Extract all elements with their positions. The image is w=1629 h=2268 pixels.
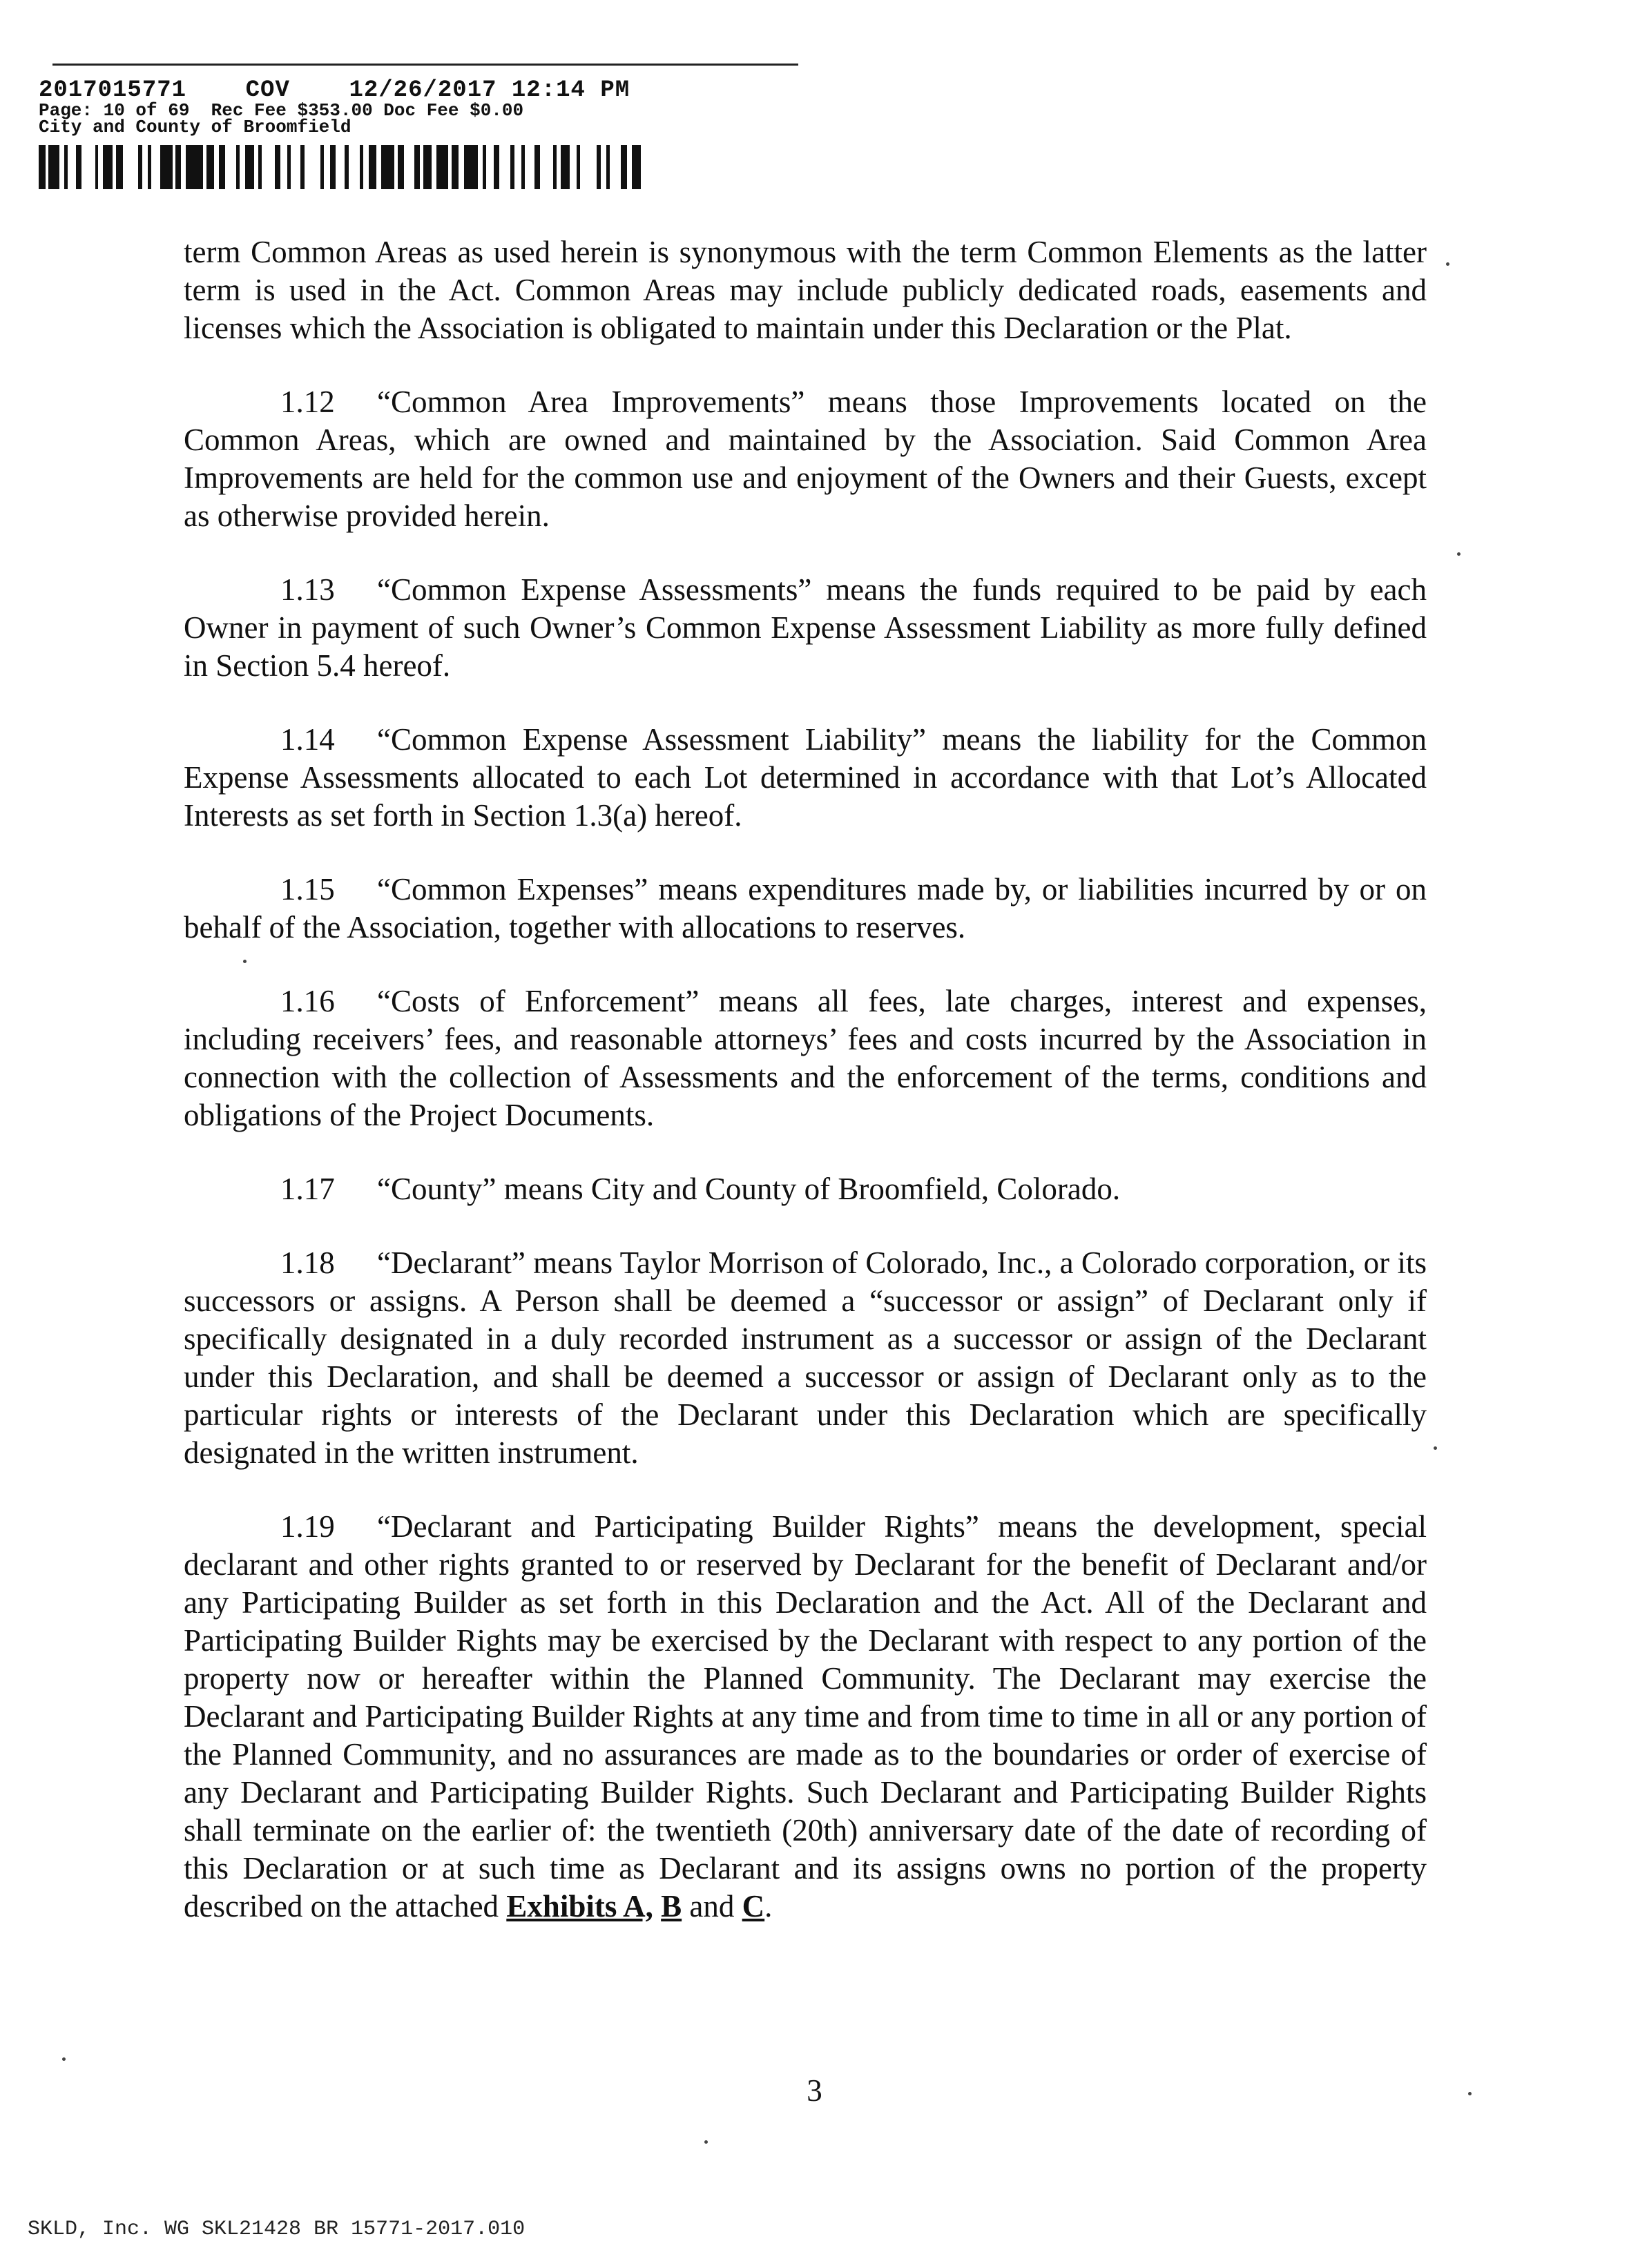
barcode-bar	[39, 145, 46, 189]
barcode-bar	[219, 145, 226, 189]
section-1-14	[184, 721, 1427, 835]
paragraph-text: “Common Expense Assessments” means the funds required to be paid by each Owner in payment of such Owner’s Common Expense Assessment Liability as more fully defined in Section 5.4 hereof.	[184, 572, 1427, 683]
paragraph-text: “Common Expense Assessment Liability” means the liability for the Common Expense Assessments allocated to each Lot determined in accordance with that Lot’s Allocated Interests as set forth in Section 1.3(a) hereof.	[184, 722, 1427, 833]
barcode-bar	[275, 145, 280, 189]
barcode-bar	[76, 145, 81, 189]
scan-speck	[1446, 262, 1449, 266]
section-number: 1.12	[280, 385, 335, 419]
section-number: 1.15	[280, 872, 335, 907]
barcode-bar	[414, 145, 420, 189]
paragraph-text: “County” means City and County of Broomfield, Colorado.	[377, 1172, 1121, 1206]
recording-stamp	[39, 57, 819, 189]
barcode-bar	[142, 145, 148, 189]
barcode-bar	[525, 145, 534, 189]
section-1-18	[184, 1244, 1427, 1472]
section-number: 1.16	[280, 984, 335, 1018]
scan-speck	[1468, 2092, 1472, 2095]
barcode-bar	[186, 145, 204, 189]
section-number: 1.13	[280, 572, 335, 607]
section-1-17	[184, 1170, 1427, 1208]
barcode-bar	[123, 145, 138, 189]
barcode-bar	[262, 145, 275, 189]
section-number: 1.19	[280, 1509, 335, 1544]
paragraph-text: term Common Areas as used herein is synonymous with the term Common Elements as the latter term is used in the Act. Common Areas may include publicly dedicated roads, easements and licenses which the Association is obligated to maintain under this Declaration or the Plat.	[184, 235, 1427, 345]
barcode-bar	[632, 145, 641, 189]
stamp-reception-line: 2017015771 COV 12/26/2017 12:14 PM	[39, 77, 630, 104]
barcode-bar	[206, 145, 214, 189]
exhibit-c-reference: C	[742, 1889, 765, 1923]
section-1-16	[184, 982, 1427, 1134]
barcode-bar	[305, 145, 320, 189]
barcode-bar	[349, 145, 360, 189]
scan-speck	[1434, 1446, 1437, 1450]
barcode-bar	[459, 145, 464, 189]
barcode-bar	[68, 145, 77, 189]
section-1-15	[184, 871, 1427, 947]
barcode-bar	[561, 145, 570, 189]
scan-speck	[1457, 552, 1461, 556]
barcode-bar	[540, 145, 553, 189]
barcode-bar	[151, 145, 160, 189]
stamp-county-line: City and County of Broomfield	[39, 117, 351, 137]
section-number: 1.18	[280, 1246, 335, 1280]
barcode-bar	[103, 145, 113, 189]
document-body	[184, 233, 1427, 1961]
barcode-bar	[363, 145, 369, 189]
barcode-bar	[621, 145, 628, 189]
barcode-bar	[398, 145, 405, 189]
barcode-bar	[291, 145, 300, 189]
period-text: .	[764, 1889, 773, 1923]
section-number: 1.17	[280, 1172, 335, 1206]
barcode-bar	[486, 145, 494, 189]
barcode-bar	[245, 145, 254, 189]
barcode-bar	[160, 145, 173, 189]
barcode-bar	[514, 145, 521, 189]
paragraph-text: “Common Expenses” means expenditures made by, or liabilities incurred by or on behalf of the Association, together with allocations to reserves.	[184, 872, 1427, 944]
section-1-13	[184, 571, 1427, 685]
barcode-bar	[324, 145, 331, 189]
barcode-bar	[48, 145, 59, 189]
barcode-bar	[499, 145, 510, 189]
barcode-image	[39, 145, 784, 189]
barcode-bar	[336, 145, 345, 189]
barcode-bar	[175, 145, 181, 189]
barcode-bar	[423, 145, 432, 189]
scan-speck	[62, 2057, 66, 2061]
exhibit-b-reference: B	[661, 1889, 682, 1923]
stamp-fee-line: Page: 10 of 69 Rec Fee $353.00 Doc Fee $0.00	[39, 100, 524, 121]
barcode-bar	[464, 145, 479, 189]
barcode-bar	[404, 145, 414, 189]
exhibits-reference: Exhibits A,	[506, 1889, 653, 1923]
section-number: 1.14	[280, 722, 335, 757]
section-1-19	[184, 1508, 1427, 1926]
barcode-bar	[330, 145, 336, 189]
scan-speck	[704, 2140, 708, 2144]
paragraph-continuation	[184, 233, 1427, 347]
spacer-text	[653, 1889, 661, 1923]
barcode-bar	[381, 145, 394, 189]
barcode-bar	[436, 145, 449, 189]
barcode-bar	[280, 145, 287, 189]
barcode-bar	[601, 145, 606, 189]
barcode-bar	[452, 145, 459, 189]
barcode-bar	[580, 145, 597, 189]
footer-id-line: SKLD, Inc. WG SKL21428 BR 15771-2017.010	[28, 2218, 526, 2241]
scan-speck	[243, 960, 247, 963]
and-text: and	[682, 1889, 742, 1923]
section-1-12	[184, 383, 1427, 535]
barcode-bar	[369, 145, 376, 189]
barcode-bar	[240, 145, 245, 189]
paragraph-text: “Declarant and Participating Builder Rights” means the development, special declarant and other rights granted to or reserved by Declarant for the benefit of Declarant and/or any Participating Builder as set forth in this Declaration and the Act. All of the Declarant and Participating Builder Rights may be exercised by the Declarant with respect to any portion of the property now or hereafter within the Planned Community. The Declarant may exercise the Declarant and Participating Builder Rights at any time and from time to time in all or any portion of the Planned Community, and no assurances are made as to the boundaries or order of exercise of any Declarant and Participating Builder Rights. Such Declarant and Participating Builder Rights shall terminate on the earlier of: the twentieth (20th) anniversary date of the date of recording of this Declaration or at such time as Declarant and its assigns owns no portion of the property described on the attached	[184, 1509, 1427, 1923]
page-number: 3	[807, 2073, 822, 2108]
barcode-bar	[225, 145, 236, 189]
paragraph-text: “Costs of Enforcement” means all fees, late charges, interest and expenses, including receivers’ fees, and reasonable attorneys’ fees and costs incurred by the Association in connection with the collection of Assessments and the enforcement of the terms, conditions and obligations of the Project Documents.	[184, 984, 1427, 1132]
paragraph-text: “Common Area Improvements” means those Improvements located on the Common Areas, which are owned and maintained by the Association. Said Common Area Improvements are held for the common use and enjoyment of the Owners and their Guests, except as otherwise provided herein.	[184, 385, 1427, 533]
paragraph-text: “Declarant” means Taylor Morrison of Colorado, Inc., a Colorado corporation, or its successors or assigns. A Person shall be deemed a “successor or assign” of Declarant only if specifically designated in a duly recorded instrument as a successor or assign of the Declarant under this Declaration, and shall be deemed a successor or assign of Declarant only as to the particular rights or interests of the Declarant under this Declaration which are specifically designated in the written instrument.	[184, 1246, 1427, 1470]
barcode-bar	[534, 145, 540, 189]
barcode-bar	[570, 145, 577, 189]
barcode-bar	[81, 145, 95, 189]
barcode-bar	[116, 145, 123, 189]
barcode-bar	[494, 145, 499, 189]
barcode-bar	[610, 145, 621, 189]
